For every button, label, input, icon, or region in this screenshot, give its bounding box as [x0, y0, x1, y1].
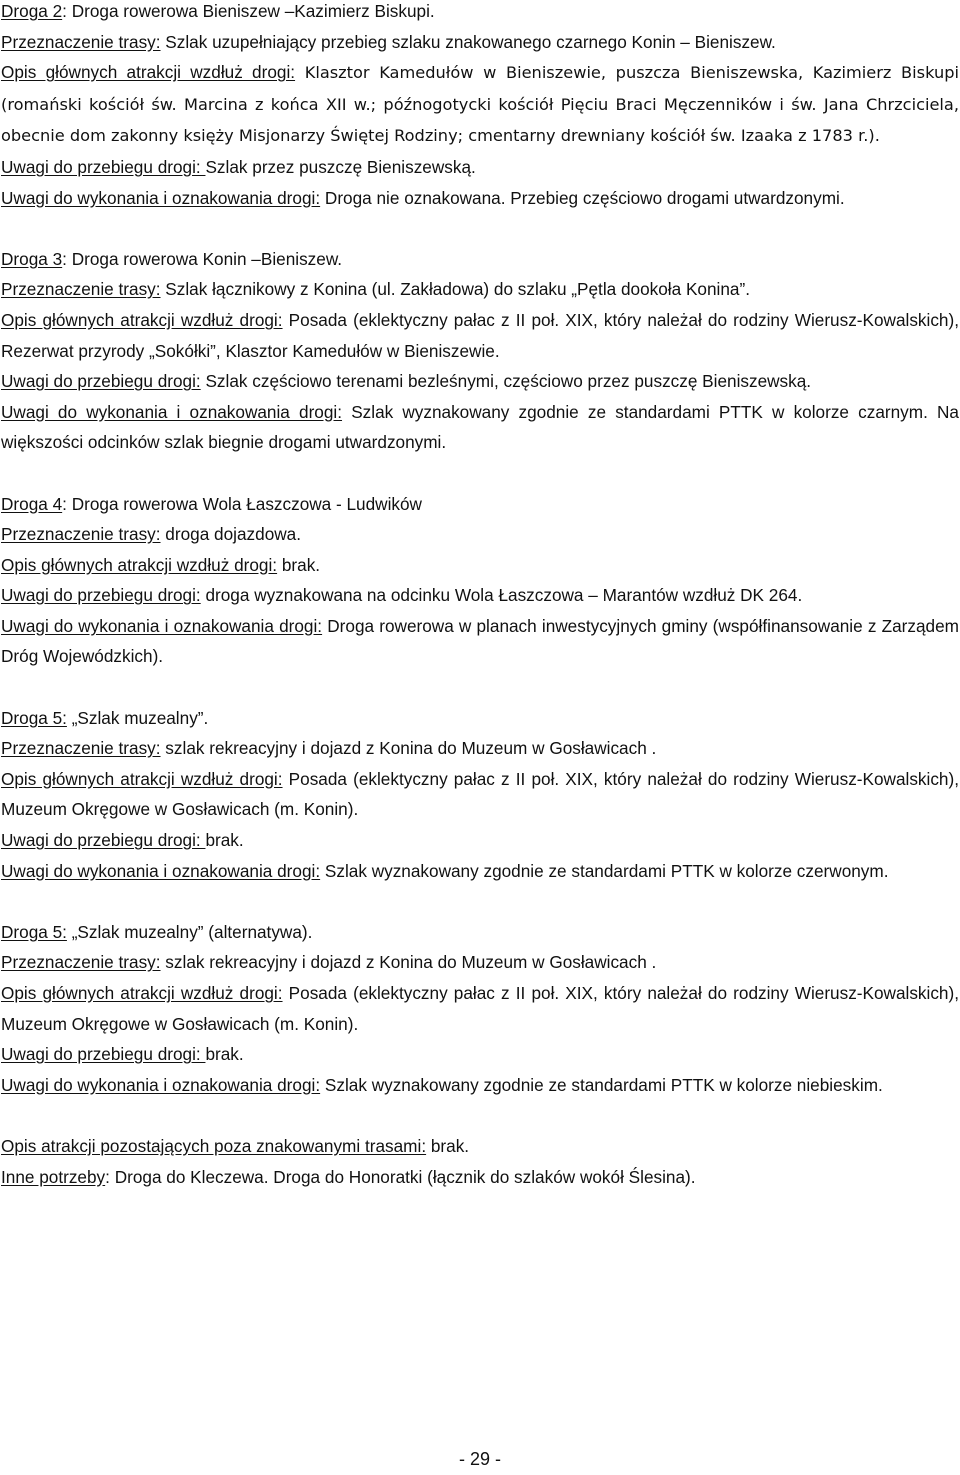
- field-text: Szlak częściowo terenami bezleśnymi, częściowo przez puszczę Bieniszewską.: [200, 371, 812, 392]
- field-text: Droga rowerowa w planach inwestycyjnych gminy (współfinansowanie z Zarządem Dróg Wojewódzkich).: [1, 615, 959, 667]
- field-label: Przeznaczenie trasy:: [1, 279, 161, 300]
- route-attractions: [1, 764, 959, 825]
- route-course-notes: [1, 825, 959, 856]
- field-text: szlak rekreacyjny i dojazd z Konina do Muzeum w Gosławicach .: [160, 738, 657, 759]
- route-marking-notes: [1, 1070, 959, 1101]
- route-marking-notes: [1, 397, 959, 458]
- section-droga-5: [1, 703, 959, 887]
- route-purpose: [1, 27, 959, 58]
- route-title: [1, 244, 959, 275]
- section-droga-5-alternative: [1, 917, 959, 1101]
- route-course-notes: [1, 1039, 959, 1070]
- field-label: Inne potrzeby: [1, 1166, 106, 1187]
- route-label: Droga 5:: [1, 707, 67, 728]
- field-label: Opis głównych atrakcji wzdłuż drogi:: [1, 768, 283, 789]
- route-text: : Droga rowerowa Wola Łaszczowa - Ludwików: [62, 493, 422, 514]
- route-text: „Szlak muzealny”.: [66, 707, 209, 728]
- field-label: Opis atrakcji pozostających poza znakowanymi trasami:: [1, 1135, 427, 1156]
- route-attractions: [1, 57, 959, 152]
- field-label: Uwagi do wykonania i oznakowania drogi:: [1, 615, 323, 636]
- field-text: Posada (eklektyczny pałac z II poł. XIX, który należał do rodziny Wierusz-Kowalskich), Rezerwat przyrody „Sokółki”, Klasztor Kamedułów w Bieniszewie.: [1, 309, 959, 361]
- field-text: Szlak uzupełniający przebieg szlaku znakowanego czarnego Konin – Bieniszew.: [160, 31, 776, 52]
- field-label: Przeznaczenie trasy:: [1, 952, 161, 973]
- field-label: Przeznaczenie trasy:: [1, 31, 161, 52]
- section-droga-4: [1, 489, 959, 673]
- field-text: Szlak wyznakowany zgodnie ze standardami PTTK w kolorze niebieskim.: [320, 1074, 883, 1095]
- field-label: Opis głównych atrakcji wzdłuż drogi:: [1, 554, 278, 575]
- field-label: Uwagi do przebiegu drogi:: [1, 1044, 206, 1065]
- route-marking-notes: [1, 611, 959, 672]
- field-text: Szlak wyznakowany zgodnie ze standardami PTTK w kolorze czarnym. Na większości odcinków szlak biegnie drogami utwardzonymi.: [1, 401, 959, 453]
- route-label: Droga 2: [1, 1, 63, 21]
- field-label: Uwagi do przebiegu drogi:: [1, 371, 201, 392]
- route-text: : Droga rowerowa Bieniszew –Kazimierz Biskupi.: [62, 1, 435, 21]
- field-text: Posada (eklektyczny pałac z II poł. XIX, który należał do rodziny Wierusz-Kowalskich), Muzeum Okręgowe w Gosławicach (m. Konin).: [1, 983, 959, 1034]
- field-text: brak.: [205, 830, 244, 851]
- route-label: Droga 5:: [1, 921, 67, 942]
- route-purpose: [1, 947, 959, 978]
- field-text: Klasztor Kamedułów w Bieniszewie, puszcza Bieniszewska, Kazimierz Biskupi (romański kościół św. Marcina z końca XII w.; późnogotycki kościół Pięciu Braci Męczenników i św. Jana Chrzciciela, obecnie dom zakonny księży Misjonarzy Świętej Rodziny; cmentarny drewniany kościół św. Izaaka z 1783 r.).: [1, 63, 959, 146]
- route-title: [1, 489, 959, 520]
- field-text: Szlak łącznikowy z Konina (ul. Zakładowa) do szlaku „Pętla dookoła Konina”.: [160, 279, 750, 300]
- route-title: [1, 0, 959, 27]
- section-other: [1, 1131, 959, 1192]
- route-purpose: [1, 733, 959, 764]
- field-label: Uwagi do przebiegu drogi:: [1, 830, 206, 851]
- route-label: Droga 3: [1, 248, 63, 269]
- route-title: [1, 703, 959, 734]
- document-body: [1, 0, 959, 1223]
- field-text: Szlak przez puszczę Bieniszewską.: [205, 156, 476, 177]
- field-label: Opis głównych atrakcji wzdłuż drogi:: [1, 309, 283, 330]
- route-title: [1, 917, 959, 948]
- field-text: droga wyznakowana na odcinku Wola Łaszczowa – Marantów wzdłuż DK 264.: [200, 585, 803, 606]
- route-marking-notes: [1, 856, 959, 887]
- section-droga-3: [1, 244, 959, 458]
- field-label: Uwagi do wykonania i oznakowania drogi:: [1, 401, 343, 422]
- route-attractions: [1, 550, 959, 581]
- field-label: Opis głównych atrakcji wzdłuż drogi:: [1, 62, 296, 83]
- field-label: Uwagi do przebiegu drogi:: [1, 156, 206, 177]
- section-droga-2: [1, 0, 959, 213]
- field-label: Uwagi do przebiegu drogi:: [1, 585, 201, 606]
- route-attractions: [1, 305, 959, 366]
- field-label: Przeznaczenie trasy:: [1, 738, 161, 759]
- route-text: : Droga rowerowa Konin –Bieniszew.: [62, 248, 343, 269]
- route-label: Droga 4: [1, 493, 63, 514]
- route-attractions: [1, 978, 959, 1039]
- field-text: Droga nie oznakowana. Przebieg częściowo drogami utwardzonymi.: [320, 187, 845, 208]
- field-text: droga dojazdowa.: [160, 524, 301, 545]
- field-label: Opis głównych atrakcji wzdłuż drogi:: [1, 983, 283, 1003]
- field-text: Posada (eklektyczny pałac z II poł. XIX, który należał do rodziny Wierusz-Kowalskich), Muzeum Okręgowe w Gosławicach (m. Konin).: [1, 768, 959, 820]
- field-text: brak.: [205, 1044, 244, 1065]
- field-label: Uwagi do wykonania i oznakowania drogi:: [1, 187, 321, 208]
- page-number: - 29 -: [458, 1449, 501, 1469]
- field-label: Uwagi do wykonania i oznakowania drogi:: [1, 860, 321, 881]
- route-course-notes: [1, 152, 959, 183]
- route-marking-notes: [1, 183, 959, 214]
- field-text: : Droga do Kleczewa. Droga do Honoratki (łącznik do szlaków wokół Ślesina).: [105, 1166, 696, 1187]
- field-label: Uwagi do wykonania i oznakowania drogi:: [1, 1074, 321, 1095]
- route-text: „Szlak muzealny” (alternatywa).: [66, 921, 313, 942]
- field-label: Przeznaczenie trasy:: [1, 524, 161, 545]
- field-text: brak.: [277, 554, 321, 575]
- other-attractions: [1, 1131, 959, 1162]
- route-course-notes: [1, 366, 959, 397]
- route-course-notes: [1, 580, 959, 611]
- route-purpose: [1, 274, 959, 305]
- other-needs: [1, 1162, 959, 1193]
- field-text: Szlak wyznakowany zgodnie ze standardami PTTK w kolorze czerwonym.: [320, 860, 889, 881]
- route-purpose: [1, 519, 959, 550]
- field-text: brak.: [426, 1135, 470, 1156]
- field-text: szlak rekreacyjny i dojazd z Konina do Muzeum w Gosławicach .: [160, 952, 657, 973]
